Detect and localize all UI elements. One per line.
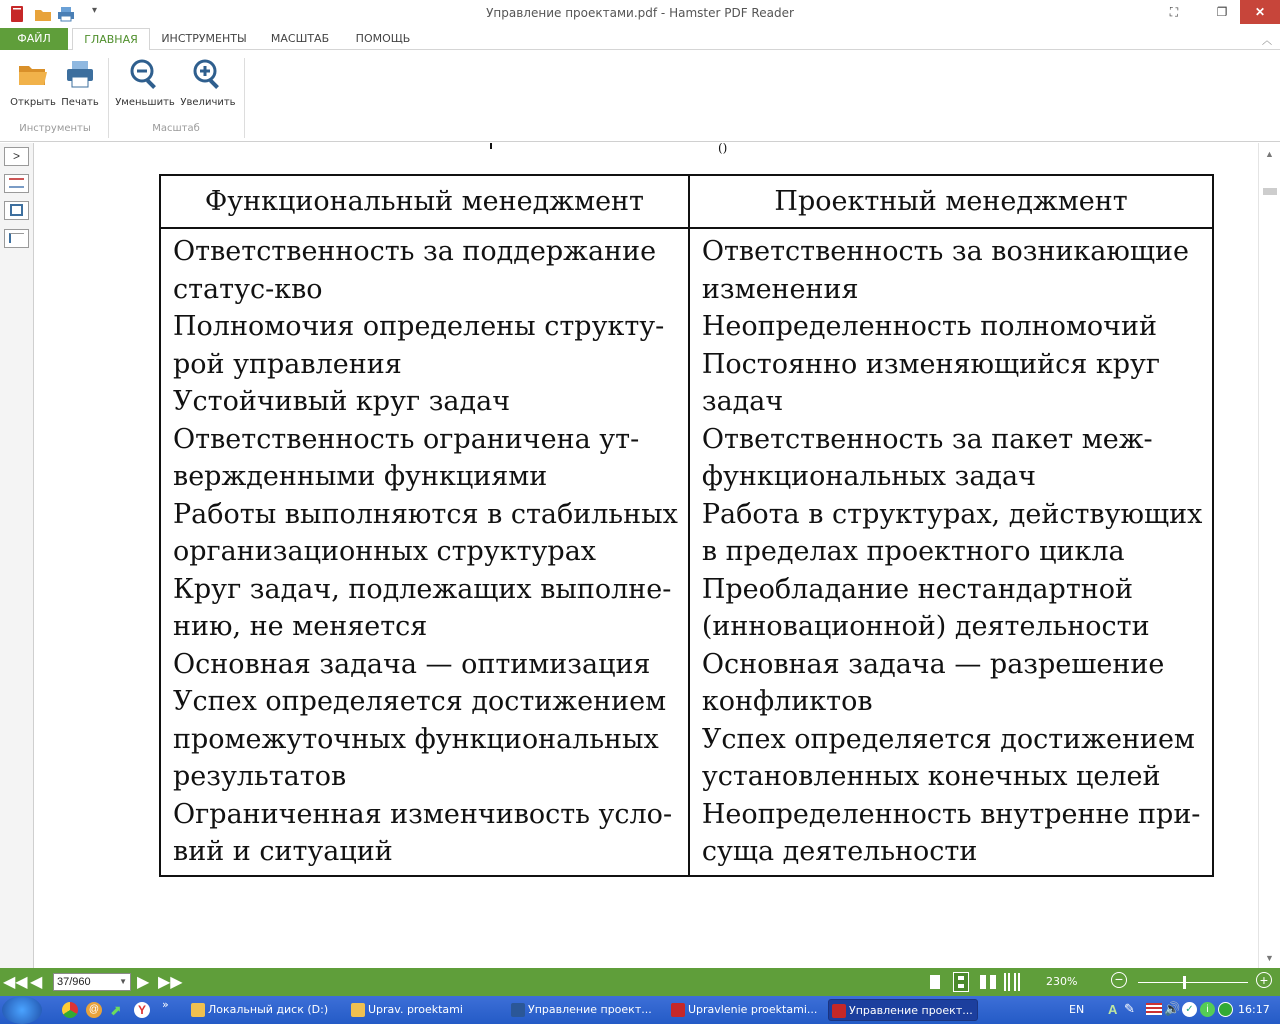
scroll-down-arrow-icon[interactable]: ▼ [1265, 953, 1274, 963]
yandex-browser-icon[interactable]: Y [134, 1002, 150, 1018]
single-page-view-icon[interactable] [930, 975, 940, 989]
group-zoom-label: Масштаб [152, 123, 200, 134]
table-line: Устойчивый круг задач [173, 386, 511, 417]
ribbon-tabs [0, 28, 1280, 50]
mail-icon[interactable]: @ [86, 1002, 102, 1018]
table-line: нию, не меняется [173, 611, 428, 642]
zoom-out-circle-icon[interactable]: − [1111, 972, 1127, 988]
table-line: в пределах проектного цикла [701, 536, 1125, 567]
table-line: Круг задач, подлежащих выполне- [173, 573, 672, 605]
flag-icon[interactable] [1146, 1003, 1162, 1015]
header-project-management: Проектный менеджмент [689, 175, 1213, 228]
zoom-in-label: Увеличить [180, 97, 236, 108]
table-line: вий и ситуаций [173, 836, 393, 867]
utility-icon[interactable]: ⬈ [110, 1002, 122, 1018]
table-line: конфликтов [701, 686, 873, 717]
taskbar-item-label: Uprav. proektami [368, 1003, 463, 1016]
table-line: (инновационной) деятельности [701, 611, 1150, 642]
language-bar-icon[interactable]: A [1108, 1002, 1118, 1017]
tab-zoom[interactable]: МАСШТАБ [270, 32, 330, 45]
document-view[interactable] [35, 143, 1258, 968]
table-line: Ограниченная изменчивость усло- [173, 798, 673, 830]
taskbar-item-hamster-reader[interactable] [828, 999, 978, 1021]
side-panel [0, 143, 34, 968]
taskbar-item-label: Локальный диск (D:) [208, 1003, 329, 1016]
table-line: установленных конечных целей [701, 761, 1161, 792]
print-icon [64, 58, 96, 90]
volume-icon[interactable]: 🔊 [1164, 1001, 1181, 1016]
first-page-icon[interactable]: ◀◀ [3, 974, 28, 991]
checkmark-icon[interactable]: ✓ [1182, 1002, 1197, 1017]
taskbar-item-folder[interactable] [348, 999, 502, 1021]
scroll-up-arrow-icon[interactable]: ▲ [1265, 149, 1274, 159]
close-button[interactable]: ✕ [1240, 0, 1280, 24]
next-page-icon[interactable]: ▶ [137, 974, 150, 991]
print-label: Печать [61, 97, 99, 108]
table-line: Основная задача — оптимизация [173, 648, 651, 680]
table-line: Работа в структурах, действующих [701, 498, 1203, 530]
table-line: Успех определяется достижением [173, 686, 667, 717]
tab-tools[interactable]: ИНСТРУМЕНТЫ [161, 32, 247, 45]
clock: 16:17 [1238, 1003, 1270, 1016]
scroll-thumb[interactable] [1263, 188, 1277, 195]
table-line: Ответственность за пакет меж- [701, 423, 1153, 455]
zoom-in-circle-icon[interactable]: + [1256, 972, 1272, 988]
layers-panel-icon[interactable] [4, 229, 29, 248]
folder-icon [191, 1003, 205, 1017]
zoom-out-label: Уменьшить [115, 97, 175, 108]
thumbnails-panel-icon[interactable] [4, 201, 29, 220]
zoom-in-button[interactable] [178, 58, 238, 108]
chrome-icon[interactable] [62, 1002, 78, 1018]
table-line: Ответственность ограничена ут- [173, 423, 640, 455]
quicklaunch-more-icon[interactable]: » [162, 998, 169, 1011]
fullscreen-button[interactable]: ⛶ [1169, 5, 1179, 19]
page-number-value: 37/960 [57, 976, 91, 988]
pdf-reader-icon [832, 1004, 846, 1018]
header-functional-management: Функциональный менеджмент [160, 175, 689, 228]
print-button[interactable] [58, 58, 102, 108]
taskbar-item-label: Управление проект... [849, 1004, 973, 1017]
table-line: вержденными функциями [173, 461, 548, 492]
zoom-slider[interactable] [1138, 982, 1248, 983]
info-icon[interactable]: i [1200, 1002, 1215, 1017]
table-line: статус-кво [173, 273, 323, 305]
taskbar-item-local-disk[interactable] [188, 999, 342, 1021]
zoom-out-button[interactable] [112, 58, 178, 108]
taskbar-item-label: Управление проект... [528, 1003, 652, 1016]
quick-access-dropdown-icon[interactable]: ▾ [92, 5, 98, 16]
table-line: изменения [701, 273, 859, 305]
vertical-scrollbar[interactable] [1258, 143, 1280, 968]
open-folder-icon [17, 58, 49, 90]
open-label: Открыть [10, 97, 56, 108]
taskbar-item-label: Upravlenie proektami... [688, 1003, 818, 1016]
restore-button[interactable]: ❐ [1216, 5, 1228, 19]
table-line: Неопределенность внутренне при- [701, 798, 1201, 830]
status-tray-icon[interactable] [1218, 1002, 1233, 1017]
pdf-file-icon [671, 1003, 685, 1017]
table-line: Полномочия определены структу- [173, 311, 665, 342]
open-button[interactable] [8, 58, 58, 108]
table-line: результатов [173, 761, 347, 792]
table-line: функциональных задач [701, 461, 1036, 492]
ribbon-panel [0, 50, 1280, 142]
group-separator [244, 58, 245, 138]
page-cut-text-fragment: () [718, 143, 728, 155]
folder-icon [351, 1003, 365, 1017]
taskbar [0, 996, 1280, 1024]
project-management-cell [689, 228, 1213, 876]
bookmarks-panel-icon[interactable] [4, 174, 29, 193]
tab-help[interactable]: ПОМОЩЬ [355, 32, 411, 45]
status-bar [0, 968, 1280, 996]
table-line: рой управления [173, 348, 402, 380]
table-line: Неопределенность полномочий [701, 311, 1157, 342]
table-line: Успех определяется достижением [701, 723, 1195, 755]
tab-home[interactable]: ГЛАВНАЯ [72, 28, 150, 51]
keyboard-icon[interactable]: ✎ [1124, 1001, 1135, 1016]
window-title: Управление проектами.pdf - Hamster PDF Reader [486, 6, 794, 20]
table-line: Преобладание нестандартной [701, 573, 1133, 605]
continuous-view-icon[interactable] [953, 972, 969, 992]
table-line: Работы выполняются в стабильных [173, 498, 678, 530]
language-indicator[interactable]: EN [1069, 1003, 1085, 1016]
functional-management-cell [160, 228, 689, 876]
comparison-table [159, 174, 1214, 877]
group-tools-label: Инструменты [19, 123, 91, 134]
page-dropdown-icon[interactable]: ▼ [119, 977, 127, 986]
zoom-out-icon [129, 58, 161, 90]
page-number-field[interactable] [53, 973, 131, 991]
zoom-in-icon [192, 58, 224, 90]
tab-file[interactable]: ФАЙЛ [0, 28, 68, 50]
table-line: суща деятельности [701, 836, 978, 867]
facing-continuous-view-icon[interactable] [1004, 973, 1020, 991]
table-line: Ответственность за поддержание [173, 236, 657, 267]
zoom-level: 230% [1046, 975, 1078, 988]
zoom-slider-thumb[interactable] [1183, 976, 1186, 989]
facing-view-icon[interactable] [980, 975, 996, 989]
table-line: задач [701, 386, 784, 417]
collapse-ribbon-icon[interactable]: ︿ [1262, 36, 1272, 47]
start-button[interactable] [2, 996, 42, 1024]
taskbar-item-word-document[interactable] [508, 999, 662, 1021]
previous-page-icon[interactable]: ◀ [30, 974, 43, 991]
group-separator [108, 58, 109, 138]
last-page-icon[interactable]: ▶▶ [158, 974, 183, 991]
word-document-icon [511, 1003, 525, 1017]
table-line: промежуточных функциональных [173, 723, 659, 755]
expand-panel-chevron-icon[interactable]: > [4, 147, 29, 166]
table-line: Постоянно изменяющийся круг [701, 348, 1161, 380]
table-line: Ответственность за возникающие [701, 236, 1189, 267]
title-bar [0, 0, 1280, 28]
table-line: Основная задача — разрешение [701, 648, 1165, 680]
table-line: организационных структурах [173, 536, 597, 567]
taskbar-item-pdf-file[interactable] [668, 999, 822, 1021]
page-cut-text-fragment [490, 143, 498, 149]
